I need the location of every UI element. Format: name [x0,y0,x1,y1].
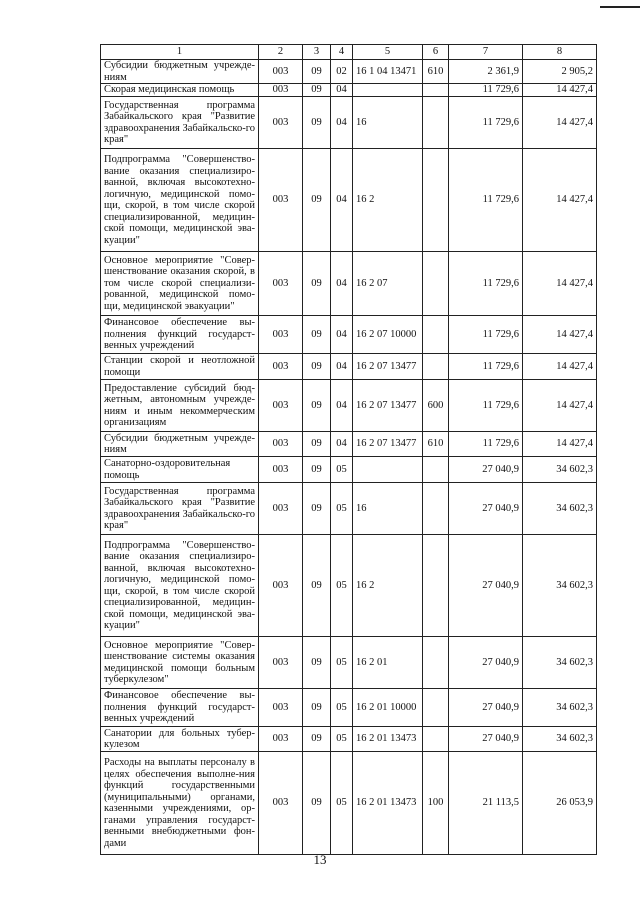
amount-year-2: 14 427,4 [523,316,597,354]
section-code: 09 [303,432,331,457]
ministry-code: 003 [259,752,303,855]
amount-year-2: 34 602,3 [523,689,597,727]
subsection-code: 04 [331,84,353,97]
table-row [101,637,597,689]
amount-year-1: 21 113,5 [449,752,523,855]
column-header: 6 [423,45,449,60]
table-row [101,752,597,855]
expense-type-code [423,727,449,752]
expense-type-code: 610 [423,432,449,457]
subsection-code: 04 [331,149,353,252]
ministry-code: 003 [259,316,303,354]
row-name: Подпрограмма "Совершенство-вание оказания специализиро-ванной, включая высокотехно-логичную, медицинской помо-щи, скорой, в том числе скорой специализированной, медицин-ской помощи, медицинской эва-куации" [101,535,259,637]
table-row [101,354,597,380]
ministry-code: 003 [259,689,303,727]
target-article-code [353,457,423,483]
ministry-code: 003 [259,457,303,483]
section-code: 09 [303,457,331,483]
amount-year-1: 11 729,6 [449,252,523,316]
subsection-code: 05 [331,637,353,689]
subsection-code: 04 [331,380,353,432]
section-code: 09 [303,60,331,84]
amount-year-1: 11 729,6 [449,354,523,380]
expense-type-code [423,252,449,316]
subsection-code: 05 [331,457,353,483]
ministry-code: 003 [259,354,303,380]
target-article-code: 16 2 07 13477 [353,432,423,457]
target-article-code: 16 2 07 13477 [353,380,423,432]
section-code: 09 [303,727,331,752]
page-number: 13 [313,852,327,867]
table-row [101,252,597,316]
subsection-code: 04 [331,316,353,354]
expense-type-code [423,84,449,97]
column-header: 5 [353,45,423,60]
column-header: 1 [101,45,259,60]
target-article-code: 16 2 07 13477 [353,354,423,380]
ministry-code: 003 [259,727,303,752]
amount-year-2: 26 053,9 [523,752,597,855]
section-code: 09 [303,637,331,689]
amount-year-2: 14 427,4 [523,84,597,97]
subsection-code: 05 [331,535,353,637]
target-article-code: 16 [353,97,423,149]
row-name: Финансовое обеспечение вы-полнения функций государст-венных учреждений [101,689,259,727]
table-row [101,60,597,84]
amount-year-2: 14 427,4 [523,252,597,316]
subsection-code: 05 [331,752,353,855]
amount-year-1: 2 361,9 [449,60,523,84]
row-name: Финансовое обеспечение вы-полнения функций государст-венных учреждений [101,316,259,354]
section-code: 09 [303,354,331,380]
row-name: Подпрограмма "Совершенство-вание оказания специализиро-ванной, включая высокотехно-логичную, медицинской помо-щи, скорой, в том числе скорой специализированной, медицин-ской помощи, медицинской эва-куации" [101,149,259,252]
expense-type-code [423,689,449,727]
ministry-code: 003 [259,84,303,97]
target-article-code: 16 2 [353,535,423,637]
subsection-code: 05 [331,727,353,752]
row-name: Субсидии бюджетным учрежде-ниям [101,60,259,84]
amount-year-1: 11 729,6 [449,316,523,354]
ministry-code: 003 [259,432,303,457]
ministry-code: 003 [259,149,303,252]
amount-year-1: 11 729,6 [449,149,523,252]
target-article-code: 16 2 [353,149,423,252]
column-header: 8 [523,45,597,60]
subsection-code: 05 [331,483,353,535]
target-article-code: 16 2 07 [353,252,423,316]
column-header: 4 [331,45,353,60]
row-name: Государственная программа Забайкальского края "Развитие здравоохранения Забайкальско-го края" [101,483,259,535]
subsection-code: 05 [331,689,353,727]
expense-type-code [423,483,449,535]
ministry-code: 003 [259,483,303,535]
row-name: Основное мероприятие "Совер-шенствование системы оказания медицинской помощи больным туберкулезом" [101,637,259,689]
ministry-code: 003 [259,97,303,149]
amount-year-1: 11 729,6 [449,97,523,149]
amount-year-2: 34 602,3 [523,457,597,483]
expense-type-code [423,637,449,689]
row-name: Государственная программа Забайкальского края "Развитие здравоохранения Забайкальско-го края" [101,97,259,149]
expense-type-code: 600 [423,380,449,432]
amount-year-2: 34 602,3 [523,483,597,535]
amount-year-2: 14 427,4 [523,432,597,457]
budget-table [100,44,597,855]
section-code: 09 [303,535,331,637]
section-code: 09 [303,252,331,316]
table-row [101,535,597,637]
expense-type-code [423,354,449,380]
target-article-code: 16 2 01 13473 [353,727,423,752]
section-code: 09 [303,689,331,727]
row-name: Предоставление субсидий бюд-жетным, автономным учрежде-ниям и иным некоммерческим организациям [101,380,259,432]
expense-type-code [423,97,449,149]
target-article-code: 16 2 01 10000 [353,689,423,727]
section-code: 09 [303,97,331,149]
section-code: 09 [303,149,331,252]
expense-type-code: 100 [423,752,449,855]
row-name: Санатории для больных тубер-кулезом [101,727,259,752]
ministry-code: 003 [259,252,303,316]
amount-year-2: 2 905,2 [523,60,597,84]
ministry-code: 003 [259,60,303,84]
amount-year-1: 27 040,9 [449,457,523,483]
target-article-code: 16 2 01 13473 [353,752,423,855]
target-article-code [353,84,423,97]
section-code: 09 [303,84,331,97]
table-row [101,316,597,354]
row-name: Скорая медицинская помощь [101,84,259,97]
table-row [101,149,597,252]
row-name: Расходы на выплаты персоналу в целях обеспечения выполне-ния функций государственными (муниципальными) органами, казенными учреждениями, ор-ганами управления государст-венными внебюджетными фон-дами [101,752,259,855]
scan-edge-mark [600,6,640,8]
header-row [101,45,597,60]
amount-year-2: 34 602,3 [523,727,597,752]
row-name: Субсидии бюджетным учрежде-ниям [101,432,259,457]
target-article-code: 16 2 07 10000 [353,316,423,354]
amount-year-2: 14 427,4 [523,380,597,432]
table-row [101,457,597,483]
amount-year-1: 27 040,9 [449,535,523,637]
row-name: Санаторно-оздоровительная помощь [101,457,259,483]
subsection-code: 02 [331,60,353,84]
subsection-code: 04 [331,97,353,149]
amount-year-2: 14 427,4 [523,354,597,380]
expense-type-code [423,457,449,483]
amount-year-1: 27 040,9 [449,637,523,689]
amount-year-1: 11 729,6 [449,432,523,457]
section-code: 09 [303,483,331,535]
expense-type-code [423,149,449,252]
subsection-code: 04 [331,354,353,380]
section-code: 09 [303,752,331,855]
target-article-code: 16 2 01 [353,637,423,689]
table-row [101,380,597,432]
table-row [101,689,597,727]
expense-type-code: 610 [423,60,449,84]
amount-year-2: 34 602,3 [523,535,597,637]
amount-year-1: 27 040,9 [449,483,523,535]
target-article-code: 16 1 04 13471 [353,60,423,84]
subsection-code: 04 [331,432,353,457]
ministry-code: 003 [259,637,303,689]
amount-year-1: 27 040,9 [449,689,523,727]
expense-type-code [423,316,449,354]
table-row [101,432,597,457]
amount-year-2: 14 427,4 [523,149,597,252]
amount-year-2: 34 602,3 [523,637,597,689]
row-name: Станции скорой и неотложной помощи [101,354,259,380]
row-name: Основное мероприятие "Совер-шенствование оказания скорой, в том числе скорой специализи-рованной, медицинской помо-щи, медицинской эвакуации" [101,252,259,316]
table-row [101,84,597,97]
amount-year-1: 11 729,6 [449,380,523,432]
column-header: 3 [303,45,331,60]
amount-year-1: 27 040,9 [449,727,523,752]
table-row [101,727,597,752]
expense-type-code [423,535,449,637]
column-header: 7 [449,45,523,60]
column-header: 2 [259,45,303,60]
table-row [101,97,597,149]
section-code: 09 [303,380,331,432]
ministry-code: 003 [259,535,303,637]
ministry-code: 003 [259,380,303,432]
section-code: 09 [303,316,331,354]
amount-year-2: 14 427,4 [523,97,597,149]
amount-year-1: 11 729,6 [449,84,523,97]
table-row [101,483,597,535]
target-article-code: 16 [353,483,423,535]
subsection-code: 04 [331,252,353,316]
